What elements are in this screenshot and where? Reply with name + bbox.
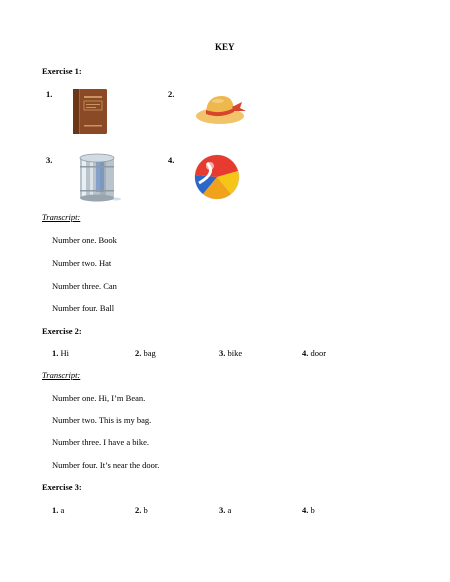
ex2-answer-4 (302, 348, 326, 358)
ex2-answer-3 (219, 348, 242, 358)
ex2-answer-2-number: 2. (135, 348, 142, 358)
ex3-answer-1-text: a (60, 505, 65, 515)
book-icon (70, 87, 108, 135)
exercise3-heading: Exercise 3: (42, 482, 82, 492)
ex3-answer-4-text: b (310, 505, 315, 515)
ex3-answer-4-number: 4. (302, 505, 309, 515)
ex1-transcript-line-4: Number four. Ball (52, 303, 115, 313)
ex1-item-1-number: 1. (46, 89, 53, 99)
can-icon (76, 152, 122, 202)
ex3-answer-3 (219, 505, 231, 515)
page-title: KEY (215, 42, 235, 52)
ex3-answer-4 (302, 505, 315, 515)
ex2-answer-3-text: bike (227, 348, 243, 358)
ex3-answer-3-text: a (227, 505, 232, 515)
ex2-answer-2 (135, 348, 156, 358)
ex2-transcript-line-2: Number two. This is my bag. (52, 415, 152, 425)
ex3-answer-2 (135, 505, 148, 515)
ex1-transcript-line-2: Number two. Hat (52, 258, 112, 268)
ball-icon (193, 153, 241, 201)
ex2-transcript-line-4: Number four. It’s near the door. (52, 460, 160, 470)
exercise1-heading: Exercise 1: (42, 66, 82, 76)
ex2-transcript-line-1: Number one. Hi, I’m Bean. (52, 393, 146, 403)
hat-icon (196, 90, 248, 126)
ex2-transcript-label: Transcript: (42, 370, 81, 380)
ex3-answer-2-number: 2. (135, 505, 142, 515)
ex1-transcript-line-1: Number one. Book (52, 235, 117, 245)
ex2-answer-4-number: 4. (302, 348, 309, 358)
ex1-item-3-number: 3. (46, 155, 53, 165)
ex2-answer-2-text: bag (143, 348, 156, 358)
ex1-item-2-number: 2. (168, 89, 175, 99)
exercise2-heading: Exercise 2: (42, 326, 82, 336)
ex2-answer-1-number: 1. (52, 348, 59, 358)
ex3-answer-2-text: b (143, 505, 148, 515)
ex2-answer-1-text: Hi (60, 348, 69, 358)
ex1-transcript-label: Transcript: (42, 212, 81, 222)
ex2-answer-4-text: door (310, 348, 327, 358)
ex3-answer-1 (52, 505, 64, 515)
ex3-answer-1-number: 1. (52, 505, 59, 515)
ex1-transcript-line-3: Number three. Can (52, 281, 117, 291)
ex3-answer-3-number: 3. (219, 505, 226, 515)
ex1-item-4-number: 4. (168, 155, 175, 165)
ex2-transcript-line-3: Number three. I have a bike. (52, 437, 149, 447)
ex2-answer-3-number: 3. (219, 348, 226, 358)
ex2-answer-1 (52, 348, 69, 358)
